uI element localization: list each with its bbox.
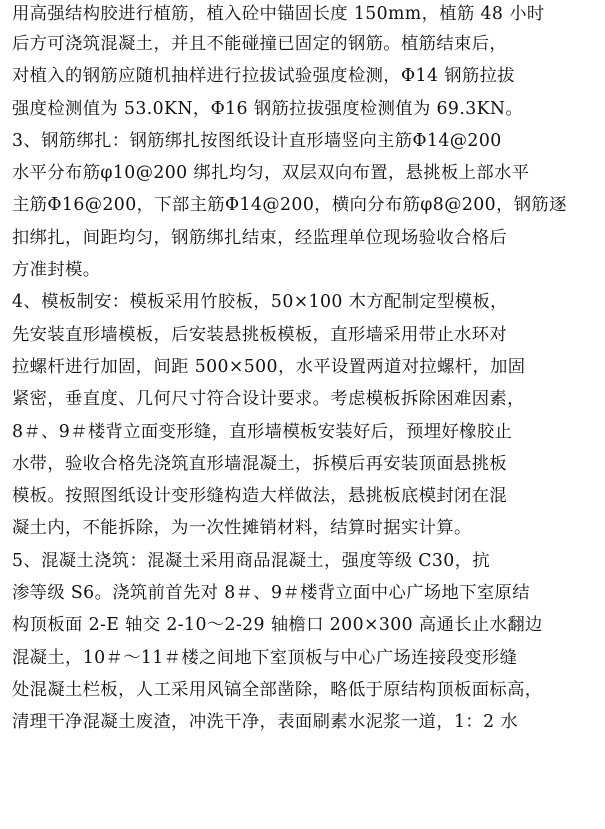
text-line: 用高强结构胶进行植筋，植入砼中锚固长度 150mm，植筋 48 小时 xyxy=(12,4,545,24)
text-line: 凝土内，不能拆除，为一次性摊销材料，结算时据实计算。 xyxy=(12,518,472,539)
section-4-heading-line: 4、模板制安：模板采用竹胶板，50×100 木方配制定型模板， xyxy=(12,292,508,313)
text-line: 渗等级 S6。浇筑前首先对 8＃、9＃楼背立面中心广场地下室原结 xyxy=(12,583,530,604)
text-line: 水平分布筋φ10@200 绑扎均匀，双层双向布置，悬挑板上部水平 xyxy=(12,163,530,184)
text-line: 方准封模。 xyxy=(12,260,101,281)
text-line: 8＃、9＃楼背立面变形缝，直形墙模板安装好后，预埋好橡胶止 xyxy=(12,421,513,442)
text-line: 清理干净混凝土废渣，冲洗干净，表面刷素水泥浆一道，1：2 水 xyxy=(12,712,519,733)
text-line: 混凝土，10＃～11＃楼之间地下室顶板与中心广场连接段变形缝 xyxy=(12,647,518,668)
text-line: 主筋Φ16@200，下部主筋Φ14@200，横向分布筋φ8@200，钢筋逐 xyxy=(12,195,567,216)
text-line: 拉螺杆进行加固，间距 500×500，水平设置两道对拉螺杆，加固 xyxy=(12,356,526,377)
text-line: 处混凝土栏板，人工采用风镐全部凿除，略低于原结构顶板面标高， xyxy=(12,679,543,700)
text-line: 紧密，垂直度、几何尺寸符合设计要求。考虑模板拆除困难因素， xyxy=(12,389,525,410)
text-line: 强度检测值为 53.0KN，Φ16 钢筋拉拔强度检测值为 69.3KN。 xyxy=(12,98,524,119)
text-line: 模板。按照图纸设计变形缝构造大样做法，悬挑板底模封闭在混 xyxy=(12,486,508,507)
document-body xyxy=(12,0,598,739)
text-line: 扣绑扎，间距均匀，钢筋绑扎结束，经监理单位现场验收合格后 xyxy=(12,227,508,248)
section-5-heading-line: 5、混凝土浇筑：混凝土采用商品混凝土，强度等级 C30，抗 xyxy=(12,550,491,571)
text-line: 构顶板面 2-E 轴交 2-10～2-29 轴檐口 200×300 高通长止水翻边 xyxy=(12,615,543,636)
text-line: 水带，验收合格先浇筑直形墙混凝土，拆模后再安装顶面悬挑板 xyxy=(12,453,508,474)
text-line: 对植入的钢筋应随机抽样进行拉拔试验强度检测，Φ14 钢筋拉拔 xyxy=(12,66,515,87)
section-3-heading-line: 3、钢筋绑扎：钢筋绑扎按图纸设计直形墙竖向主筋Φ14@200 xyxy=(12,130,502,151)
text-line: 后方可浇筑混凝土，并且不能碰撞已固定的钢筋。植筋结束后， xyxy=(12,34,508,54)
text-line: 先安装直形墙模板，后安装悬挑板模板，直形墙采用带止水环对 xyxy=(12,324,508,345)
